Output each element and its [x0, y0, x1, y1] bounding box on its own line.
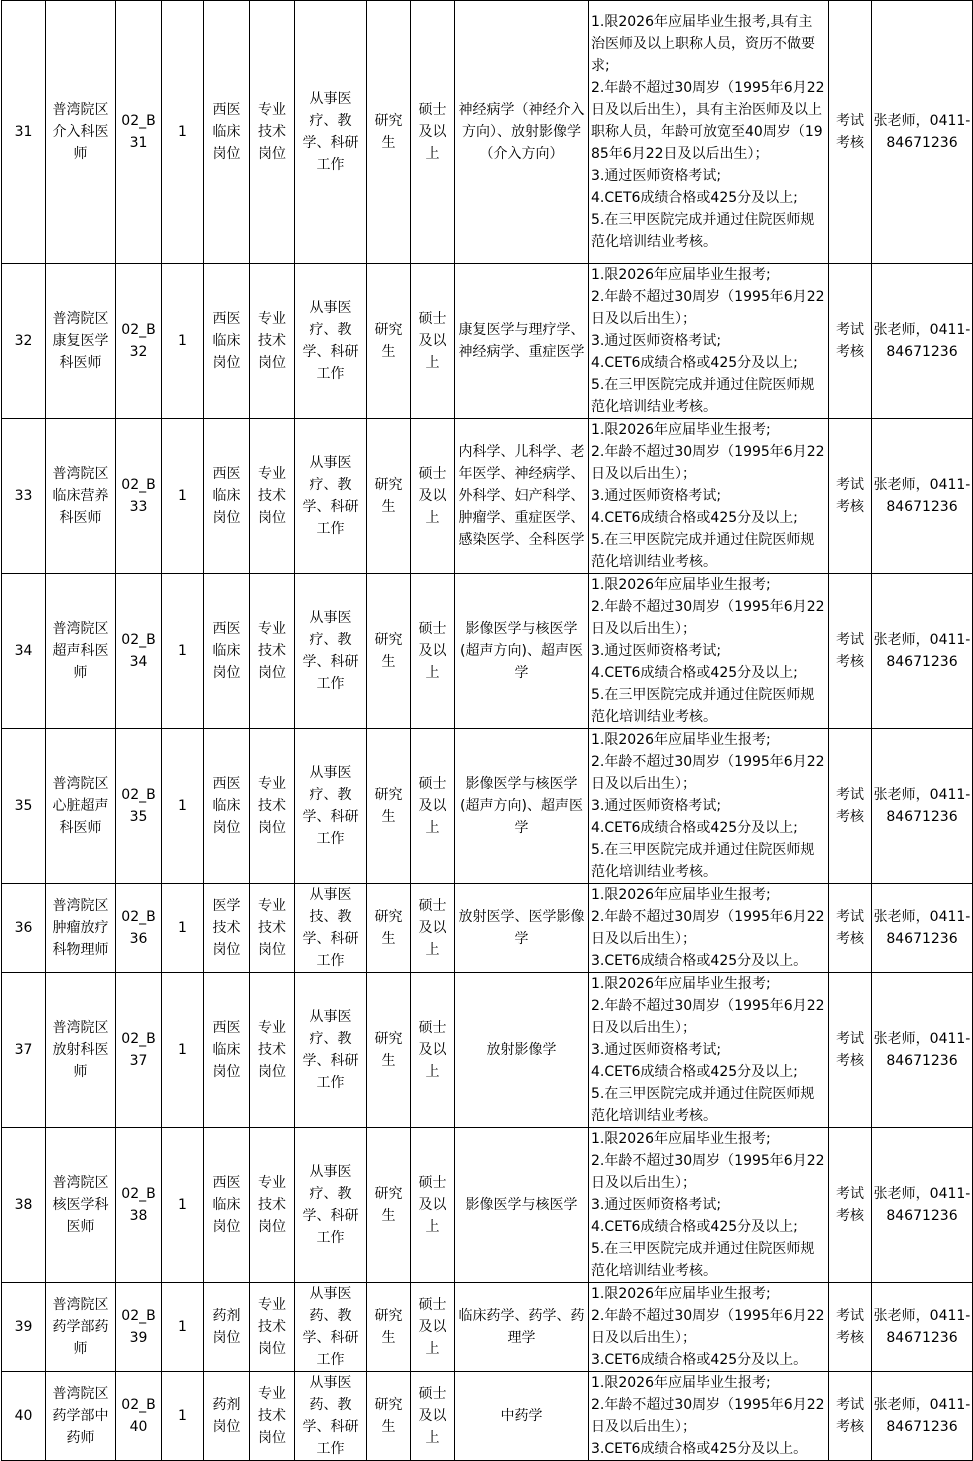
hire-count: 1 [162, 419, 204, 574]
table-row [2, 729, 973, 884]
exam-method: 考试考核 [829, 1283, 872, 1372]
contact: 张老师，0411-84671236 [872, 1283, 973, 1372]
post-type: 专业技术岗位 [250, 419, 295, 574]
table-row [2, 264, 973, 419]
post-name: 普湾院区肿瘤放疗科物理师 [46, 884, 116, 973]
major: 内科学、儿科学、老年医学、神经病学、外科学、妇产科学、肿瘤学、重症医学、感染医学、全科医学 [455, 419, 589, 574]
degree: 硕士及以上 [411, 574, 455, 729]
post-category: 西医临床岗位 [204, 419, 250, 574]
requirements: 1.限2026年应届毕业生报考; 2.年龄不超过30周岁（1995年6月22日及以后出生）； 3.通过医师资格考试; 4.CET6成绩合格或425分及以上; 5.在三甲医院完成并通过住院医师规范化培训结业考核。 [589, 729, 829, 884]
post-code: 02_B32 [116, 264, 162, 419]
post-name: 普湾院区药学部中药师 [46, 1372, 116, 1461]
post-name: 普湾院区康复医学科医师 [46, 264, 116, 419]
contact: 张老师，0411-84671236 [872, 264, 973, 419]
post-category: 西医临床岗位 [204, 729, 250, 884]
post-duty: 从事医疗、教学、科研工作 [295, 264, 367, 419]
post-category: 西医临床岗位 [204, 264, 250, 419]
post-type: 专业技术岗位 [250, 973, 295, 1128]
education: 研究生 [367, 419, 411, 574]
exam-method: 考试考核 [829, 973, 872, 1128]
requirements: 1.限2026年应届毕业生报考,具有主治医师及以上职称人员，资历不做要求; 2.年龄不超过30周岁（1995年6月22日及以后出生），具有主治医师及以上职称人员，年龄可放宽至40周岁（1985年6月22日及以后出生）； 3.通过医师资格考试; 4.CET6成绩合格或425分及以上; 5.在三甲医院完成并通过住院医师规范化培训结业考核。 [589, 1, 829, 264]
post-name: 普湾院区超声科医师 [46, 574, 116, 729]
row-number: 38 [2, 1128, 46, 1283]
contact: 张老师，0411-84671236 [872, 729, 973, 884]
exam-method: 考试考核 [829, 1372, 872, 1461]
post-type: 专业技术岗位 [250, 1372, 295, 1461]
post-type: 专业技术岗位 [250, 884, 295, 973]
row-number: 34 [2, 574, 46, 729]
row-number: 31 [2, 1, 46, 264]
contact: 张老师，0411-84671236 [872, 973, 973, 1128]
degree: 硕士及以上 [411, 264, 455, 419]
education: 研究生 [367, 729, 411, 884]
hire-count: 1 [162, 884, 204, 973]
education: 研究生 [367, 1372, 411, 1461]
degree: 硕士及以上 [411, 1128, 455, 1283]
degree: 硕士及以上 [411, 1372, 455, 1461]
education: 研究生 [367, 884, 411, 973]
post-name: 普湾院区放射科医师 [46, 973, 116, 1128]
major: 神经病学（神经介入方向）、放射影像学（介入方向） [455, 1, 589, 264]
hire-count: 1 [162, 574, 204, 729]
post-duty: 从事医疗、教学、科研工作 [295, 574, 367, 729]
requirements: 1.限2026年应届毕业生报考; 2.年龄不超过30周岁（1995年6月22日及以后出生）； 3.通过医师资格考试; 4.CET6成绩合格或425分及以上; 5.在三甲医院完成并通过住院医师规范化培训结业考核。 [589, 973, 829, 1128]
table-row [2, 1128, 973, 1283]
table-row [2, 1372, 973, 1461]
job-table [1, 0, 973, 1461]
post-duty: 从事医疗、教学、科研工作 [295, 419, 367, 574]
degree: 硕士及以上 [411, 1283, 455, 1372]
exam-method: 考试考核 [829, 1, 872, 264]
degree: 硕士及以上 [411, 419, 455, 574]
degree: 硕士及以上 [411, 729, 455, 884]
hire-count: 1 [162, 729, 204, 884]
post-name: 普湾院区心脏超声科医师 [46, 729, 116, 884]
post-code: 02_B31 [116, 1, 162, 264]
education: 研究生 [367, 1, 411, 264]
education: 研究生 [367, 1128, 411, 1283]
exam-method: 考试考核 [829, 574, 872, 729]
post-duty: 从事医疗、教学、科研工作 [295, 1, 367, 264]
exam-method: 考试考核 [829, 264, 872, 419]
post-duty: 从事医药、教学、科研工作 [295, 1283, 367, 1372]
row-number: 37 [2, 973, 46, 1128]
post-duty: 从事医疗、教学、科研工作 [295, 973, 367, 1128]
row-number: 35 [2, 729, 46, 884]
row-number: 40 [2, 1372, 46, 1461]
requirements: 1.限2026年应届毕业生报考; 2.年龄不超过30周岁（1995年6月22日及以后出生）； 3.CET6成绩合格或425分及以上。 [589, 884, 829, 973]
row-number: 33 [2, 419, 46, 574]
post-duty: 从事医技、教学、科研工作 [295, 884, 367, 973]
table-row [2, 419, 973, 574]
requirements: 1.限2026年应届毕业生报考; 2.年龄不超过30周岁（1995年6月22日及以后出生）； 3.通过医师资格考试; 4.CET6成绩合格或425分及以上; 5.在三甲医院完成并通过住院医师规范化培训结业考核。 [589, 419, 829, 574]
contact: 张老师，0411-84671236 [872, 574, 973, 729]
major: 康复医学与理疗学、神经病学、重症医学 [455, 264, 589, 419]
post-category: 药剂岗位 [204, 1283, 250, 1372]
major: 放射影像学 [455, 973, 589, 1128]
table-row [2, 574, 973, 729]
table-row [2, 973, 973, 1128]
requirements: 1.限2026年应届毕业生报考; 2.年龄不超过30周岁（1995年6月22日及以后出生）； 3.通过医师资格考试; 4.CET6成绩合格或425分及以上; 5.在三甲医院完成并通过住院医师规范化培训结业考核。 [589, 264, 829, 419]
requirements: 1.限2026年应届毕业生报考; 2.年龄不超过30周岁（1995年6月22日及以后出生）； 3.通过医师资格考试; 4.CET6成绩合格或425分及以上; 5.在三甲医院完成并通过住院医师规范化培训结业考核。 [589, 1128, 829, 1283]
post-code: 02_B36 [116, 884, 162, 973]
post-type: 专业技术岗位 [250, 574, 295, 729]
table-row [2, 884, 973, 973]
hire-count: 1 [162, 1283, 204, 1372]
hire-count: 1 [162, 1128, 204, 1283]
major: 影像医学与核医学 [455, 1128, 589, 1283]
row-number: 32 [2, 264, 46, 419]
contact: 张老师，0411-84671236 [872, 419, 973, 574]
major: 影像医学与核医学(超声方向)、超声医学 [455, 574, 589, 729]
education: 研究生 [367, 973, 411, 1128]
post-type: 专业技术岗位 [250, 1, 295, 264]
requirements: 1.限2026年应届毕业生报考; 2.年龄不超过30周岁（1995年6月22日及以后出生）； 3.CET6成绩合格或425分及以上。 [589, 1283, 829, 1372]
contact: 张老师，0411-84671236 [872, 884, 973, 973]
requirements: 1.限2026年应届毕业生报考; 2.年龄不超过30周岁（1995年6月22日及以后出生）； 3.通过医师资格考试; 4.CET6成绩合格或425分及以上; 5.在三甲医院完成并通过住院医师规范化培训结业考核。 [589, 574, 829, 729]
education: 研究生 [367, 1283, 411, 1372]
post-type: 专业技术岗位 [250, 729, 295, 884]
post-duty: 从事医疗、教学、科研工作 [295, 729, 367, 884]
hire-count: 1 [162, 1, 204, 264]
major: 放射医学、医学影像学 [455, 884, 589, 973]
post-code: 02_B37 [116, 973, 162, 1128]
post-category: 西医临床岗位 [204, 973, 250, 1128]
education: 研究生 [367, 574, 411, 729]
exam-method: 考试考核 [829, 884, 872, 973]
requirements: 1.限2026年应届毕业生报考; 2.年龄不超过30周岁（1995年6月22日及以后出生）； 3.CET6成绩合格或425分及以上。 [589, 1372, 829, 1461]
contact: 张老师，0411-84671236 [872, 1372, 973, 1461]
major: 临床药学、药学、药理学 [455, 1283, 589, 1372]
degree: 硕士及以上 [411, 973, 455, 1128]
post-type: 专业技术岗位 [250, 264, 295, 419]
exam-method: 考试考核 [829, 729, 872, 884]
post-duty: 从事医药、教学、科研工作 [295, 1372, 367, 1461]
post-code: 02_B33 [116, 419, 162, 574]
post-category: 西医临床岗位 [204, 1, 250, 264]
post-code: 02_B39 [116, 1283, 162, 1372]
post-category: 医学技术岗位 [204, 884, 250, 973]
degree: 硕士及以上 [411, 1, 455, 264]
degree: 硕士及以上 [411, 884, 455, 973]
row-number: 36 [2, 884, 46, 973]
post-duty: 从事医疗、教学、科研工作 [295, 1128, 367, 1283]
post-category: 西医临床岗位 [204, 1128, 250, 1283]
post-category: 药剂岗位 [204, 1372, 250, 1461]
table-row [2, 1283, 973, 1372]
post-code: 02_B34 [116, 574, 162, 729]
contact: 张老师，0411-84671236 [872, 1, 973, 264]
hire-count: 1 [162, 973, 204, 1128]
post-category: 西医临床岗位 [204, 574, 250, 729]
education: 研究生 [367, 264, 411, 419]
post-type: 专业技术岗位 [250, 1128, 295, 1283]
exam-method: 考试考核 [829, 1128, 872, 1283]
post-type: 专业技术岗位 [250, 1283, 295, 1372]
post-code: 02_B40 [116, 1372, 162, 1461]
major: 影像医学与核医学(超声方向)、超声医学 [455, 729, 589, 884]
contact: 张老师，0411-84671236 [872, 1128, 973, 1283]
major: 中药学 [455, 1372, 589, 1461]
table-row [2, 1, 973, 264]
post-name: 普湾院区临床营养科医师 [46, 419, 116, 574]
post-code: 02_B38 [116, 1128, 162, 1283]
row-number: 39 [2, 1283, 46, 1372]
post-code: 02_B35 [116, 729, 162, 884]
hire-count: 1 [162, 1372, 204, 1461]
hire-count: 1 [162, 264, 204, 419]
post-name: 普湾院区核医学科医师 [46, 1128, 116, 1283]
exam-method: 考试考核 [829, 419, 872, 574]
post-name: 普湾院区介入科医师 [46, 1, 116, 264]
post-name: 普湾院区药学部药师 [46, 1283, 116, 1372]
